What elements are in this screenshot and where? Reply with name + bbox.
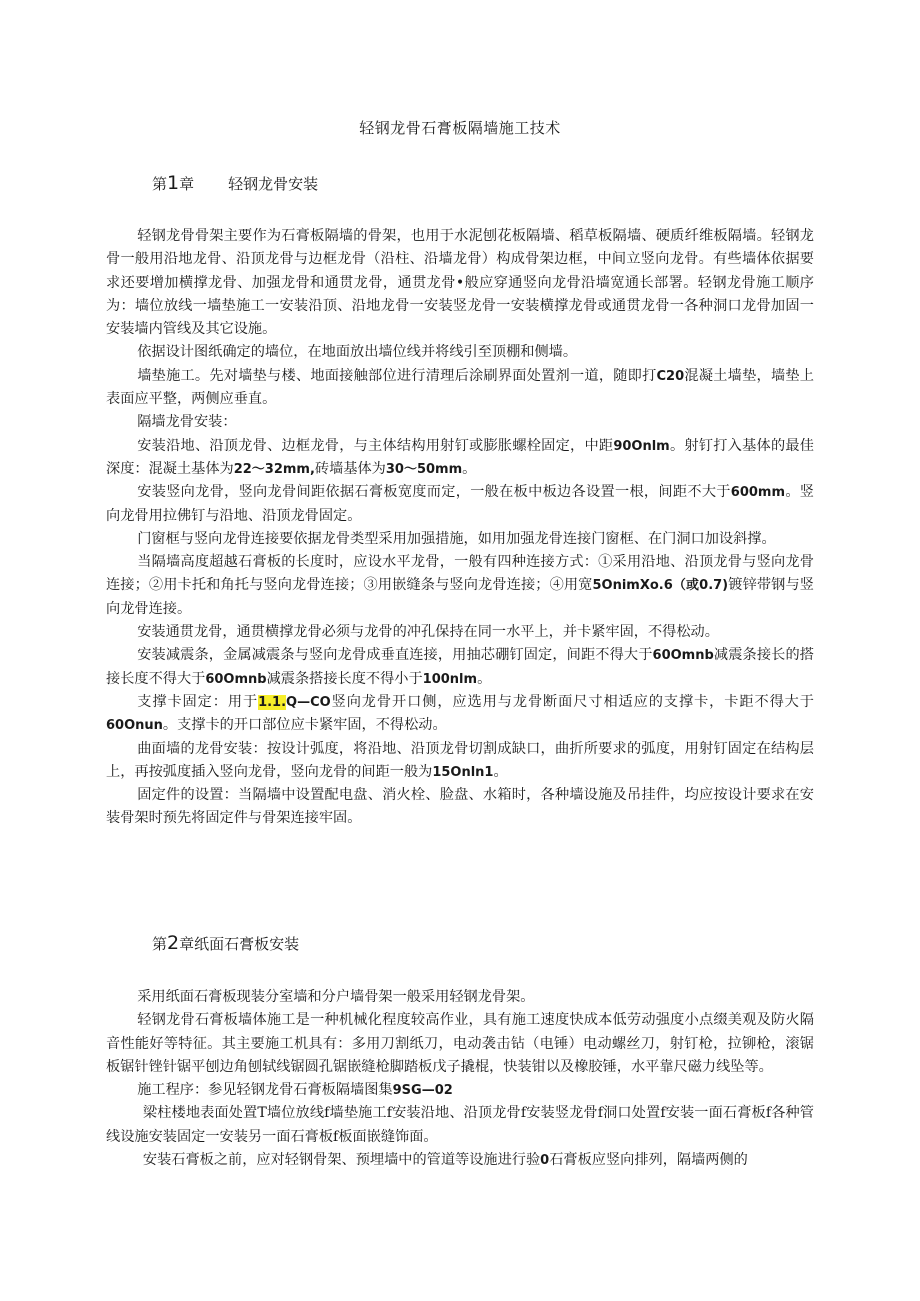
chapter-2-heading (152, 932, 299, 954)
chapter-suffix: 章 (179, 175, 195, 193)
paragraph: 安装石膏板之前，应对轻钢骨架、预埋墙中的管道等设施进行验0石膏板应竖向排列，隔墙两侧的 (142, 1152, 748, 1169)
paragraph: 依据设计图纸确定的墙位，在地面放出墙位线并将线引至顶棚和侧墙。 (137, 344, 578, 361)
paragraph: 轻钢龙骨骨架主要作为石膏板隔墙的骨架，也用于水泥刨花板隔墙、稻草板隔墙、硬质纤维板隔墙。轻钢龙骨一般用沿地龙骨、沿顶龙骨与边框龙骨（沿柱、沿墙龙骨）构成骨架边框，中间立竖向龙骨。有些墙体依据要求还要增加横撑龙骨、加强龙骨和通贯龙骨，通贯龙骨•般应穿通竖向龙骨沿墙宽通长部署。轻钢龙骨施工顺序为：墙位放线一墙垫施工一安装沿顶、沿地龙骨一安装竖龙骨一安装横撑龙骨或通贯龙骨一各种洞口龙骨加固一安装墙内管线及其它设施。 (106, 228, 814, 338)
paragraph: 采用纸面石膏板现装分室墙和分户墙骨架一般采用轻钢龙骨架。 (137, 989, 535, 1005)
paragraph: 施工程序：参见轻钢龙骨石膏板隔墙图集9SG—02 (137, 1082, 453, 1099)
chapter-suffix: 章纸面石膏板安装 (179, 935, 300, 953)
chapter-name: 轻钢龙骨安装 (228, 175, 319, 193)
paragraph: 安装减震条，金属减震条与竖向龙骨成垂直连接，用抽芯硼钉固定，间距不得大于60Omnb减震条接长的搭接长度不得大于60Omnb减震条搭接长度不得小于100nlm。 (106, 647, 814, 687)
paragraph: 隔墙龙骨安装： (137, 414, 237, 431)
chapter-1-body (106, 225, 814, 831)
chapter-prefix: 第 (152, 175, 168, 193)
chapter-2-body (106, 986, 814, 1172)
paragraph: 梁柱楼地表面处置T墙位放线f墙垫施工f安装沿地、沿顶龙骨f安装竖龙骨f洞口处置f安装一面石膏板f各种管线设施安装固定一安装另一面石膏板f板面嵌缝饰面。 (106, 1105, 814, 1145)
paragraph: 支撑卡固定：用于1.1.Q—CO竖向龙骨开口侧，应选用与龙骨断面尺寸相适应的支撑卡，卡距不得大于60Onun。支撑卡的开口部位应卡紧牢固，不得松动。 (106, 693, 814, 734)
highlighted-text: 1.1. (258, 694, 287, 710)
paragraph: 安装沿地、沿顶龙骨、边框龙骨，与主体结构用射钉或膨胀螺栓固定，中距90Onlm。射钉打入基体的最佳深度：混凝土基体为22〜32mm,砖墙基体为30〜50mm。 (106, 437, 814, 477)
paragraph: 安装通贯龙骨，通贯横撑龙骨必须与龙骨的冲孔保持在同一水平上，并卡紧牢固，不得松动。 (137, 624, 719, 641)
chapter-number: 2 (167, 932, 180, 954)
paragraph: 曲面墙的龙骨安装：按设计弧度，将沿地、沿顶龙骨切割成缺口，曲折所要求的弧度，用射钉固定在结构层上，再按弧度插入竖向龙骨，竖向龙骨的间距一般为15Onln1。 (106, 740, 814, 780)
document-title: 轻钢龙骨石膏板隔墙施工技术 (359, 119, 561, 137)
paragraph: 轻钢龙骨石膏板墙体施工是一种机械化程度较高作业，具有施工速度快成本低劳动强度小点缀美观及防火隔音性能好等特征。其主要施工机具有：多用刀割纸刀，电动袭击钻（电锤）电动螺丝刀，射钉枪，拉铆枪，滚锯板锯针锉针锯平刨边角刨轼线锯圆孔锯嵌缝枪脚踏板戊子撬棍，快装钳以及橡胶锤，水平靠尺磁力线坠等。 (106, 1012, 814, 1075)
paragraph: 门窗框与竖向龙骨连接要依据龙骨类型采用加强措施，如用加强龙骨连接门窗框、在门洞口加设斜撑。 (137, 530, 776, 547)
chapter-prefix: 第 (152, 935, 168, 953)
paragraph: 当隔墙高度超越石膏板的长度时，应设水平龙骨，一般有四种连接方式：①采用沿地、沿顶龙骨与竖向龙骨连接；②用卡托和角托与竖向龙骨连接；③用嵌缝条与竖向龙骨连接；④用宽5OnimXo.6（或0.7)镀锌带钢与竖向龙骨连接。 (106, 554, 814, 617)
paragraph: 固定件的设置：当隔墙中设置配电盘、消火栓、脸盘、水箱时，各种墙设施及吊挂件，均应按设计要求在安装骨架时预先将固定件与骨架连接牢固。 (106, 787, 814, 827)
paragraph: 墙垫施工。先对墙垫与楼、地面接触部位进行清理后涂刷界面处置剂一道，随即打C20混凝土墙垫，墙垫上表面应平整，两侧应垂直。 (106, 367, 814, 408)
paragraph: 安装竖向龙骨，竖向龙骨间距依据石膏板宽度而定，一般在板中板边各设置一根，间距不大于600mm。竖向龙骨用拉佛钉与沿地、沿顶龙骨固定。 (106, 484, 814, 524)
chapter-1-heading (152, 172, 318, 194)
chapter-number: 1 (167, 172, 180, 194)
